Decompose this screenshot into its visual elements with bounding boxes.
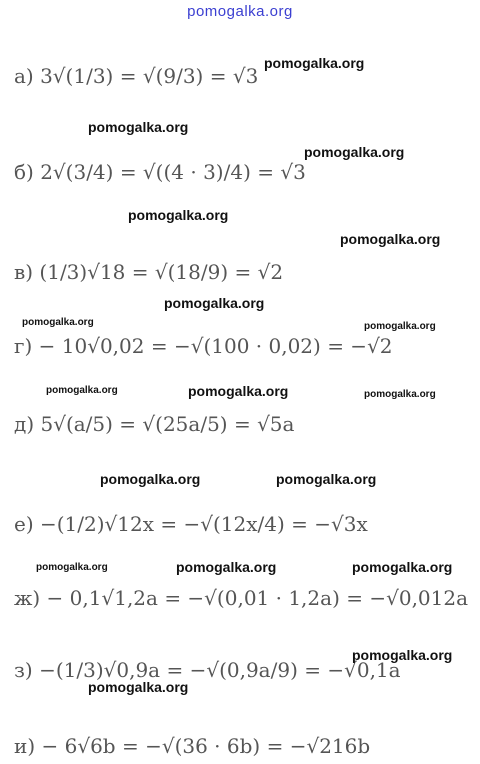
watermark: pomogalka.org bbox=[36, 562, 108, 573]
watermark: pomogalka.org bbox=[128, 207, 229, 223]
watermark: pomogalka.org bbox=[176, 559, 277, 575]
watermark: pomogalka.org bbox=[352, 559, 453, 575]
watermark: pomogalka.org bbox=[340, 231, 441, 247]
solution-line-e: е) −(1/2)√12x = −√(12x/4) = −√3x bbox=[14, 512, 368, 536]
watermark: pomogalka.org bbox=[100, 471, 201, 487]
watermark: pomogalka.org bbox=[264, 55, 365, 71]
solution-line-b: б) 2√(3/4) = √((4 · 3)/4) = √3 bbox=[14, 160, 306, 184]
solution-line-zh: ж) − 0,1√1,2a = −√(0,01 · 1,2a) = −√0,012a bbox=[14, 586, 469, 610]
solution-line-a: а) 3√(1/3) = √(9/3) = √3 bbox=[14, 64, 259, 88]
watermark: pomogalka.org bbox=[164, 295, 265, 311]
watermark: pomogalka.org bbox=[46, 385, 118, 396]
watermark: pomogalka.org bbox=[276, 471, 377, 487]
watermark: pomogalka.org bbox=[364, 389, 436, 400]
watermark: pomogalka.org bbox=[304, 144, 405, 160]
watermark: pomogalka.org bbox=[352, 647, 453, 663]
solution-line-d: д) 5√(a/5) = √(25a/5) = √5a bbox=[14, 412, 295, 436]
solution-line-i: и) − 6√6b = −√(36 · 6b) = −√216b bbox=[14, 734, 371, 758]
watermark: pomogalka.org bbox=[88, 679, 189, 695]
site-header: pomogalka.org bbox=[187, 3, 293, 20]
watermark: pomogalka.org bbox=[22, 317, 94, 328]
solution-line-z: з) −(1/3)√0,9a = −√(0,9a/9) = −√0,1a bbox=[14, 658, 401, 682]
watermark: pomogalka.org bbox=[88, 119, 189, 135]
solution-line-v: в) (1/3)√18 = √(18/9) = √2 bbox=[14, 260, 284, 284]
watermark: pomogalka.org bbox=[188, 383, 289, 399]
watermark: pomogalka.org bbox=[364, 321, 436, 332]
solution-line-g: г) − 10√0,02 = −√(100 · 0,02) = −√2 bbox=[14, 334, 393, 358]
